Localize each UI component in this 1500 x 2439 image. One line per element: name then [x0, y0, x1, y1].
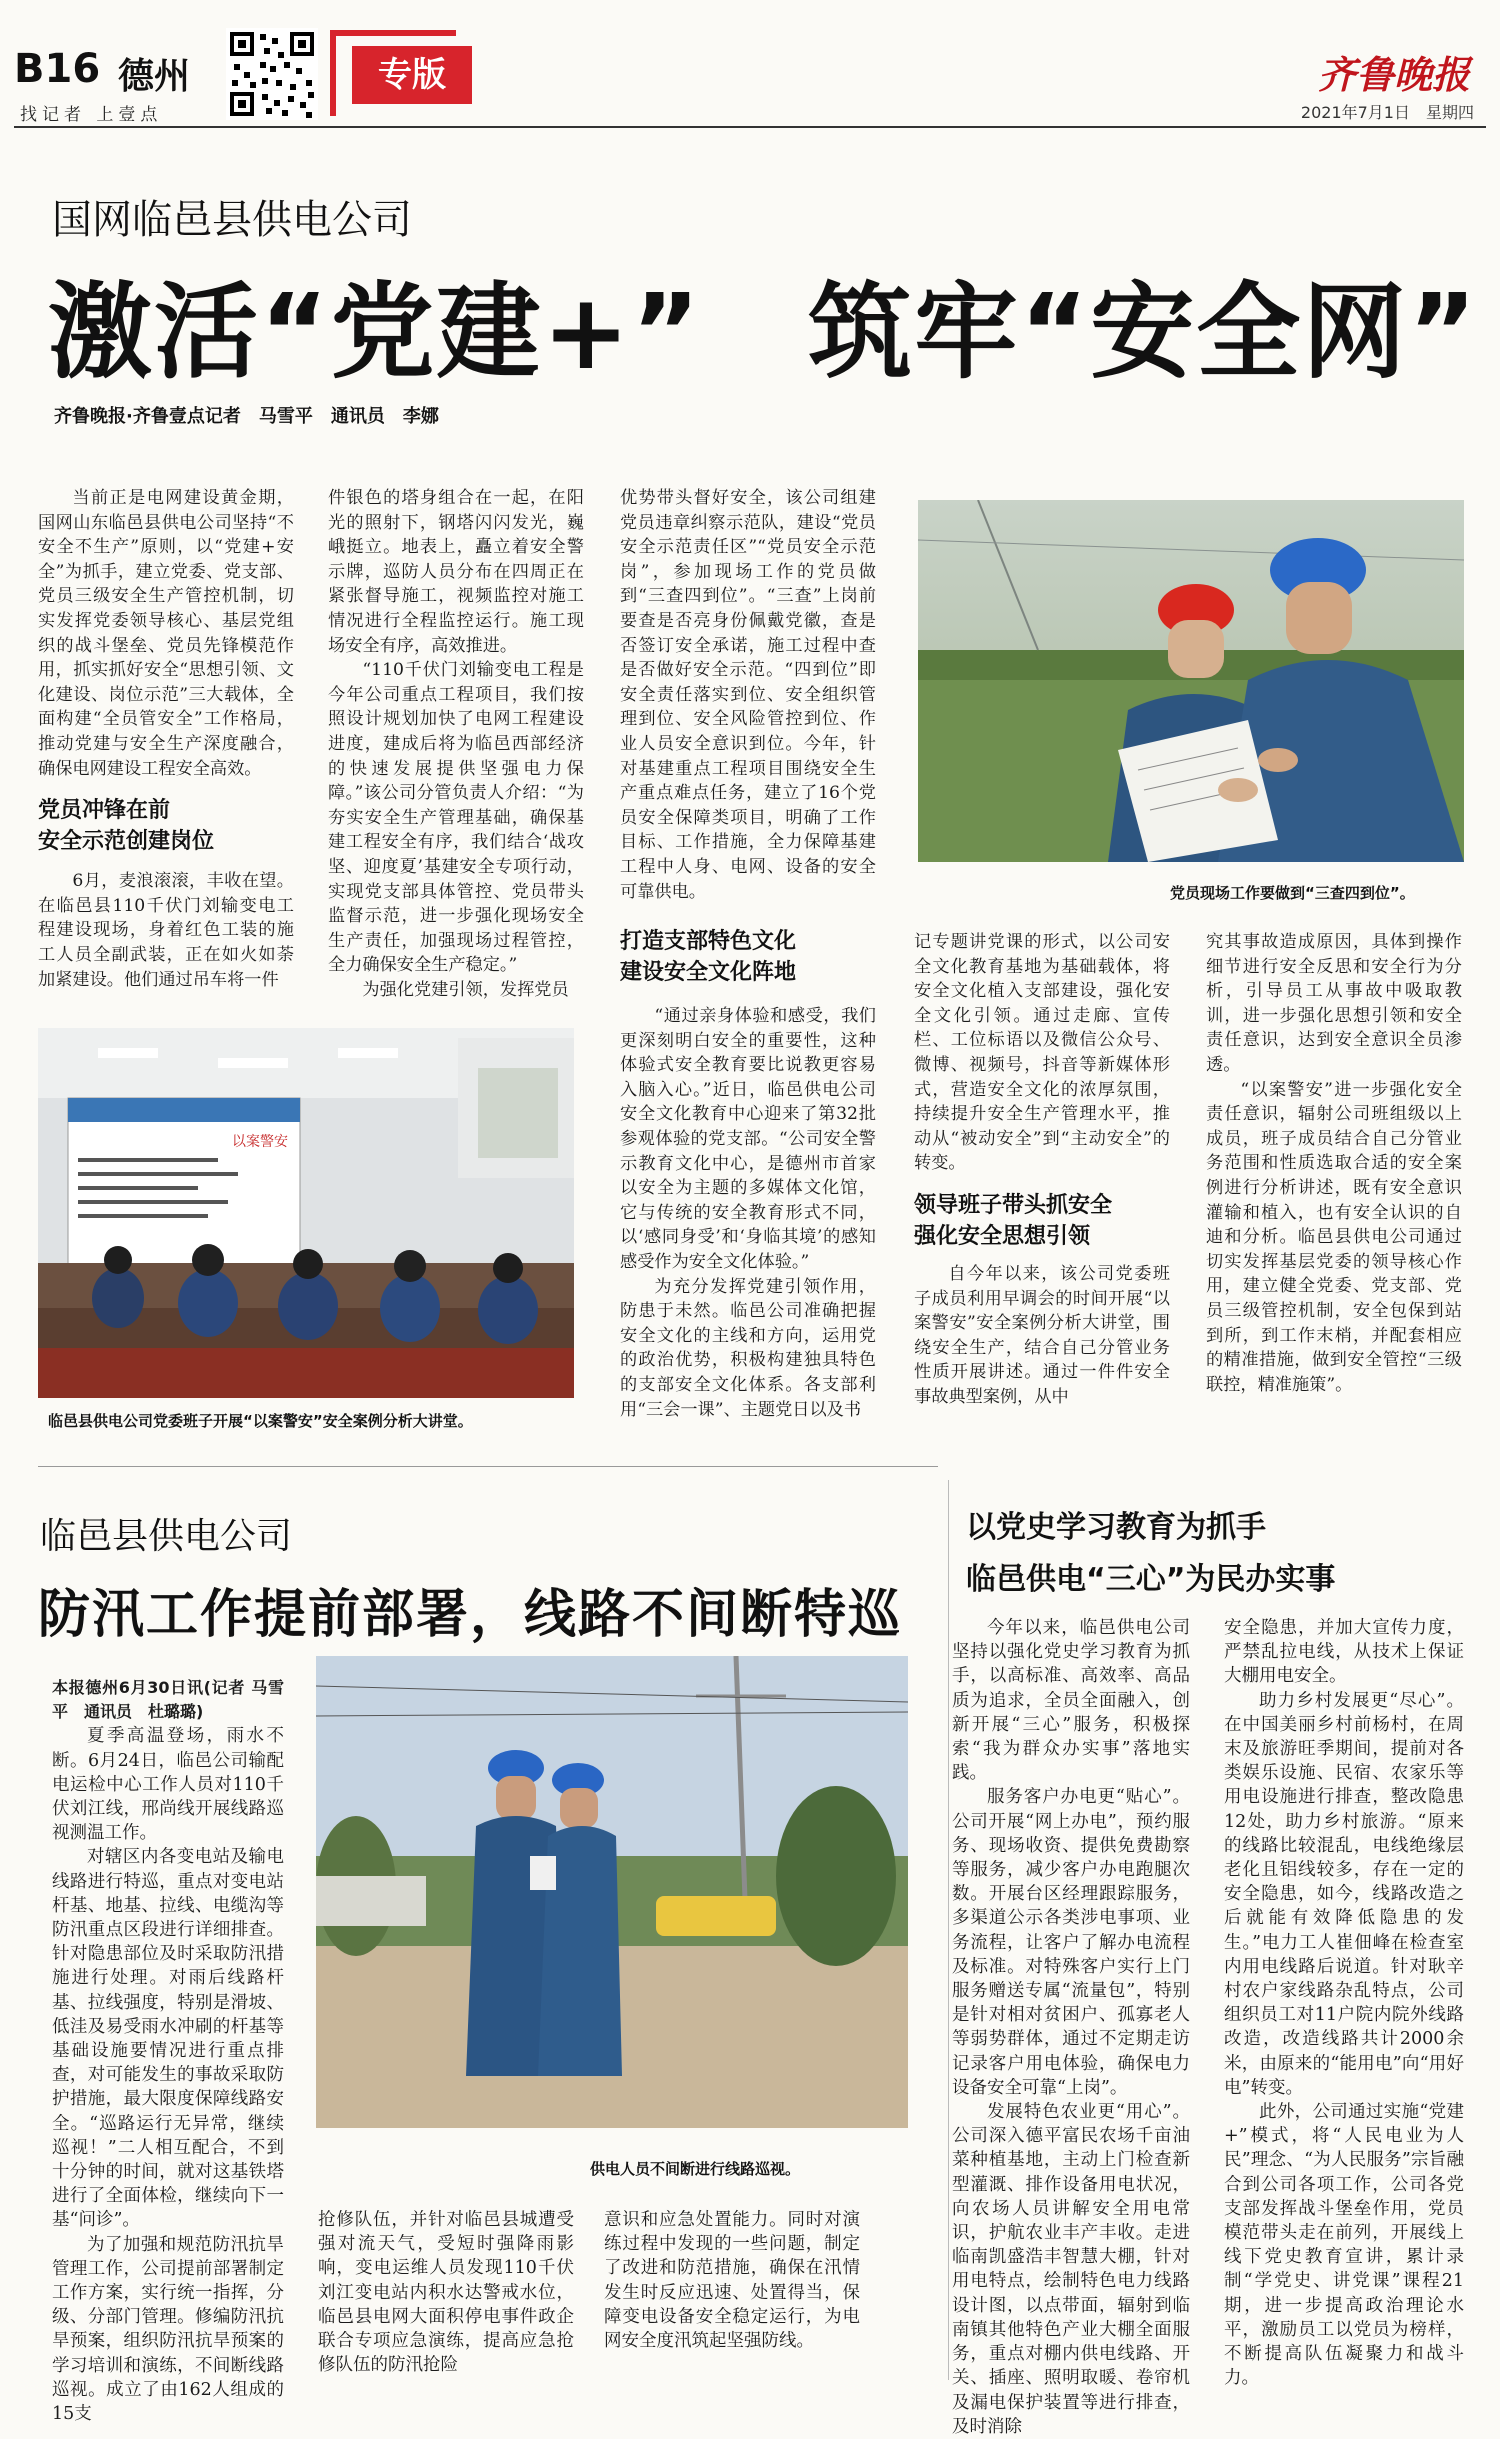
- screen-title: 以案警安: [232, 1134, 288, 1150]
- paragraph: 优势带头督好安全，该公司组建党员违章纠察示范队，建设“党员安全示范责任区”“党员安全示范岗”，参加现场工作的党员做到“三查四到位”。“三查”上岗前要查是否亮身份佩戴党徽，查是否签订安全承诺，施工过程中查是否做好安全示范。“四到位”即安全责任落实到位、安全组织管理到位、安全风险管控到位、作业人员安全意识到位。今年，针对基建重点工程项目围绕安全生产重点难点任务，建立了16个党员安全保障类项目，明确了工作目标、工作措施，全力保障基建工程中人身、电网、设备的安全可靠供电。: [620, 488, 876, 902]
- article-title: 防汛工作提前部署，线路不间断特巡: [38, 1585, 903, 1645]
- paragraph: 为充分发挥党建引领作用，防患于未然。临邑公司准确把握安全文化的主线和方向，运用党的政治优势，积极构建独具特色的支部安全文化体系。各支部利用“三会一课”、主题党日以及书: [620, 1276, 876, 1420]
- paragraph: 件银色的塔身组合在一起，在阳光的照射下，钢塔闪闪发光，巍峨挺立。地表上，矗立着安全警示牌，巡防人员分布在四周正在紧张督导施工，视频监控对施工情况进行全程监控运行。施工现场安全有序，高效推进。: [328, 488, 584, 656]
- page-number: B16: [14, 46, 101, 92]
- paragraph: 自今年以来，该公司党委班子成员利用早调会的时间开展“以案警安”安全案例分析大讲堂，围绕安全生产，结合自己分管业务性质开展讲述。通过一件件安全事故典型案例，从中: [914, 1263, 1170, 1407]
- article-column-3: [620, 486, 876, 1422]
- paragraph: 助力乡村发展更“尽心”。在中国美丽乡村前杨村，在周末及旅游旺季期间，提前对各类娱乐设施、民宿、农家乐等用电设施进行排查，整改隐患12处，助力乡村旅游。“原来的线路比较混乱，电线绝缘层老化且铝线较多，存在一定的安全隐患，如今，线路改造之后就能有效降低隐患的发生。”电力工人崔佃峰在检查室内用电线路后说道。针对耿辛村农户家线路杂乱特点，公司组织员工对11户院内院外线路改造，改造线路共计2000余米，由原来的“能用电”向“用好电”转变。: [1224, 1690, 1464, 2098]
- photo-caption: 临邑县供电公司党委班子开展“以案警安”安全案例分析大讲堂。: [48, 1412, 473, 1430]
- photo-caption: 党员现场工作要做到“三查四到位”。: [1170, 884, 1415, 902]
- paragraph: “110千伏门刘输变电工程是今年公司重点工程项目，我们按照设计规划加快了电网工程建设进度，建成后将为临邑西部经济的快速发展提供坚强电力保障。”该公司分管负责人介绍：“为夯实安全生产管理基础，确保基建工程安全有序，我们结合‘战攻坚、迎度夏’基建安全专项行动，实现党支部具体管控、党员带头监督示范，进一步强化现场安全生产责任，加强现场过程管控，全力确保安全生产稳定。”: [328, 660, 584, 976]
- paragraph: 意识和应急处置能力。同时对演练过程中发现的一些问题，制定了改进和防范措施，确保在汛情发生时反应迅速、处置得当，保障变电设备安全稳定运行，为电网安全度汛筑起坚强防线。: [604, 2210, 860, 2352]
- subheading: 领导班子带头抓安全 强化安全思想引领: [914, 1192, 1113, 1249]
- subheading: 打造支部特色文化 建设安全文化阵地: [620, 929, 797, 986]
- paragraph: 夏季高温登场，雨水不断。6月24日，临邑公司输配电运检中心工作人员对110千伏刘江线，邢尚线开展线路巡视测温工作。: [52, 1726, 284, 1844]
- paragraph: 安全隐患，并加大宣传力度，严禁乱拉电线，从技术上保证大棚用电安全。: [1224, 1618, 1464, 1687]
- photo-line-patrol: [316, 1656, 908, 2128]
- paragraph: 抢修队伍，并针对临邑县城遭受强对流天气，受短时强降雨影响，变电运维人员发现110千伏刘江变电站内积水达警戒水位，临邑县电网大面积停电事件政企联合专项应急演练，提高应急抢修队伍的防汛抢险: [318, 2210, 574, 2376]
- paragraph: 此外，公司通过实施“党建+”模式，将“人民电业为人民”理念、“为人民服务”宗旨融合到公司各项工作，公司各党支部发挥战斗堡垒作用，党员模范带头走在前列，开展线上线下党史教育宣讲，累计录制“学党史、讲党课”课程21期，进一步提高政治理论水平，激励员工以党员为榜样，不断提高队伍凝聚力和战斗力。: [1224, 2102, 1464, 2389]
- article-column-1: [52, 1676, 284, 2426]
- article-subtitle: 临邑供电“三心”为民办实事: [966, 1562, 1336, 1597]
- paragraph: 究其事故造成原因，具体到操作细节进行安全反思和安全行为分析，引导员工从事故中吸取教训，进一步强化思想引领和安全责任意识，达到安全意识全员渗透。: [1206, 932, 1462, 1075]
- edition-city: 德州: [118, 55, 191, 97]
- article-kicker: 临邑县供电公司: [40, 1516, 293, 1557]
- photo-workers-inspection: [918, 500, 1464, 862]
- article-column-2: [318, 2208, 574, 2377]
- paragraph: “通过亲身体验和感受，我们更深刻明白安全的重要性，这种体验式安全教育要比说教更容易入脑入心。”近日，临邑供电公司安全文化教育中心迎来了第32批参观体验的党支部。“公司安全警示教育文化中心，是德州市首家以安全为主题的多媒体文化馆，它与传统的安全教育形式不同，以‘感同身受’和‘身临其境’的感知感受作为安全文化体验。”: [620, 1006, 876, 1273]
- paragraph: 为了加强和规范防汛抗旱管理工作，公司提前部署制定工作方案，实行统一指挥，分级、分部门管理。修编防汛抗旱预案，组织防汛抗旱预案的学习培训和演练，不间断线路巡视。成立了由162人组成的15支: [52, 2234, 284, 2425]
- article-column-3: [604, 2208, 860, 2353]
- slogan: 找记者 上壹点: [20, 105, 163, 125]
- article-kicker: 国网临邑县供电公司: [52, 197, 412, 243]
- paragraph: 今年以来，临邑供电公司坚持以强化党史学习教育为抓手，以高标准、高效率、高品质为追求，全员全面融入，创新开展“三心”服务，积极探索“我为群众办实事”落地实践。: [952, 1618, 1190, 1784]
- column-divider: [948, 1480, 949, 2380]
- photo-caption: 供电人员不间断进行线路巡视。: [590, 2160, 801, 2178]
- section-label: 专版: [352, 46, 472, 104]
- article-title: 激活“党建+” 筑牢“安全网”: [48, 271, 1479, 393]
- article-column-1: [38, 486, 294, 992]
- paragraph: 服务客户办电更“贴心”。公司开展“网上办电”，预约服务、现场收资、提供免费勘察等服务，减少客户办电跑腿次数。开展台区经理跟踪服务，多渠道公示各类涉电事项、业务流程，让客户了解办电流程及标准。对特殊客户实行上门服务赠送专属“流量包”，特别是针对相对贫困户、孤寡老人等弱势群体，通过不定期走访记录客户用电体验，确保电力设备安全可靠“上岗”。: [952, 1787, 1190, 2098]
- paragraph: 发展特色农业更“用心”。公司深入德平富民农场千亩油菜种植基地，主动上门检查新型灌溉、排作设备用电状况，向农场人员讲解安全用电常识，护航农业丰产丰收。走进临南凯盛浩丰智慧大棚，针对用电特点，绘制特色电力线路设计图，以点带面，辐射到临南镇其他特色产业大棚全面服务，重点对棚内供电线路、开关、插座、照明取暖、卷帘机及漏电保护装置等进行排查，及时消除: [952, 2102, 1190, 2437]
- newspaper-logo: 齐鲁晚报: [1317, 52, 1470, 97]
- article-column-2: [1224, 1616, 1464, 2391]
- dateline: 本报德州6月30日讯(记者 马雪平 通讯员 杜璐璐): [52, 1678, 284, 1722]
- header-divider: [14, 126, 1486, 128]
- paragraph: 6月，麦浪滚滚，丰收在望。在临邑县110千伏门刘输变电工程建设现场，身着红色工装的施工人员全副武装，正在如火如荼加紧建设。他们通过吊车将一件: [38, 871, 294, 990]
- article-column-5: [1206, 930, 1462, 1397]
- article-byline: 齐鲁晚报·齐鲁壹点记者 马雪平 通讯员 李娜: [54, 406, 439, 427]
- qr-code-icon: [226, 28, 318, 120]
- issue-date: 2021年7月1日 星期四: [1300, 103, 1474, 122]
- paragraph: 对辖区内各变电站及输电线路进行特巡，重点对变电站杆基、地基、拉线、电缆沟等防汛重点区段进行详细排查。针对隐患部位及时采取防汛措施进行处理。对雨后线路杆基、拉线强度，特别是滑坡、低洼及易受雨水冲刷的杆基等基础设施要情况进行重点排查，对可能发生的事故采取防护措施，最大限度保障线路安全。“巡路运行无异常，继续巡视！”二人相互配合，不到十分钟的时间，就对这基铁塔进行了全面体检，继续向下一基“问诊”。: [52, 1847, 284, 2231]
- article-title: 以党史学习教育为抓手: [966, 1510, 1266, 1545]
- paragraph: 当前正是电网建设黄金期，国网山东临邑县供电公司坚持“不安全不生产”原则，以“党建+安全”为抓手，建立党委、党支部、党员三级安全生产管控机制，切实发挥党委领导核心、基层党组织的战斗堡垒、党员先锋模范作用，抓实抓好安全“思想引领、文化建设、岗位示范”三大载体，全面构建“全员管安全”工作格局，推动党建与安全生产深度融合，确保电网建设工程安全高效。: [38, 488, 294, 779]
- article-column-1: [952, 1616, 1190, 2439]
- paragraph: 为强化党建引领，发挥党员: [362, 979, 569, 1000]
- subheading: 党员冲锋在前 安全示范创建岗位: [38, 798, 215, 855]
- article-column-4: [914, 930, 1170, 1410]
- article-column-2: [328, 486, 584, 1002]
- paragraph: “以案警安”进一步强化安全责任意识，辐射公司班组级以上成员，班子成员结合自己分管业务范围和性质选取合适的安全案例进行分析讲述，既有安全意识灌输和植入，也有安全认识的自迪和分析。临邑县供电公司通过切实发挥基层党委的领导核心作用，建立健全党委、党支部、党员三级管控机制，安全包保到站到所，到工作末梢，并配套相应的精准措施，做到安全管控“三级联控，精准施策”。: [1206, 1079, 1462, 1395]
- photo-safety-lecture: [38, 1028, 574, 1398]
- section-divider: [38, 1466, 938, 1467]
- paragraph: 记专题讲党课的形式，以公司安全文化教育基地为基础载体，将安全文化植入支部建设，强化安全文化引领。通过走廊、宣传栏、工位标语以及微信公众号、微博、视频号，抖音等新媒体形式，营造安全文化的浓厚氛围，持续提升安全生产管理水平，推动从“被动安全”到“主动安全”的转变。: [914, 932, 1170, 1174]
